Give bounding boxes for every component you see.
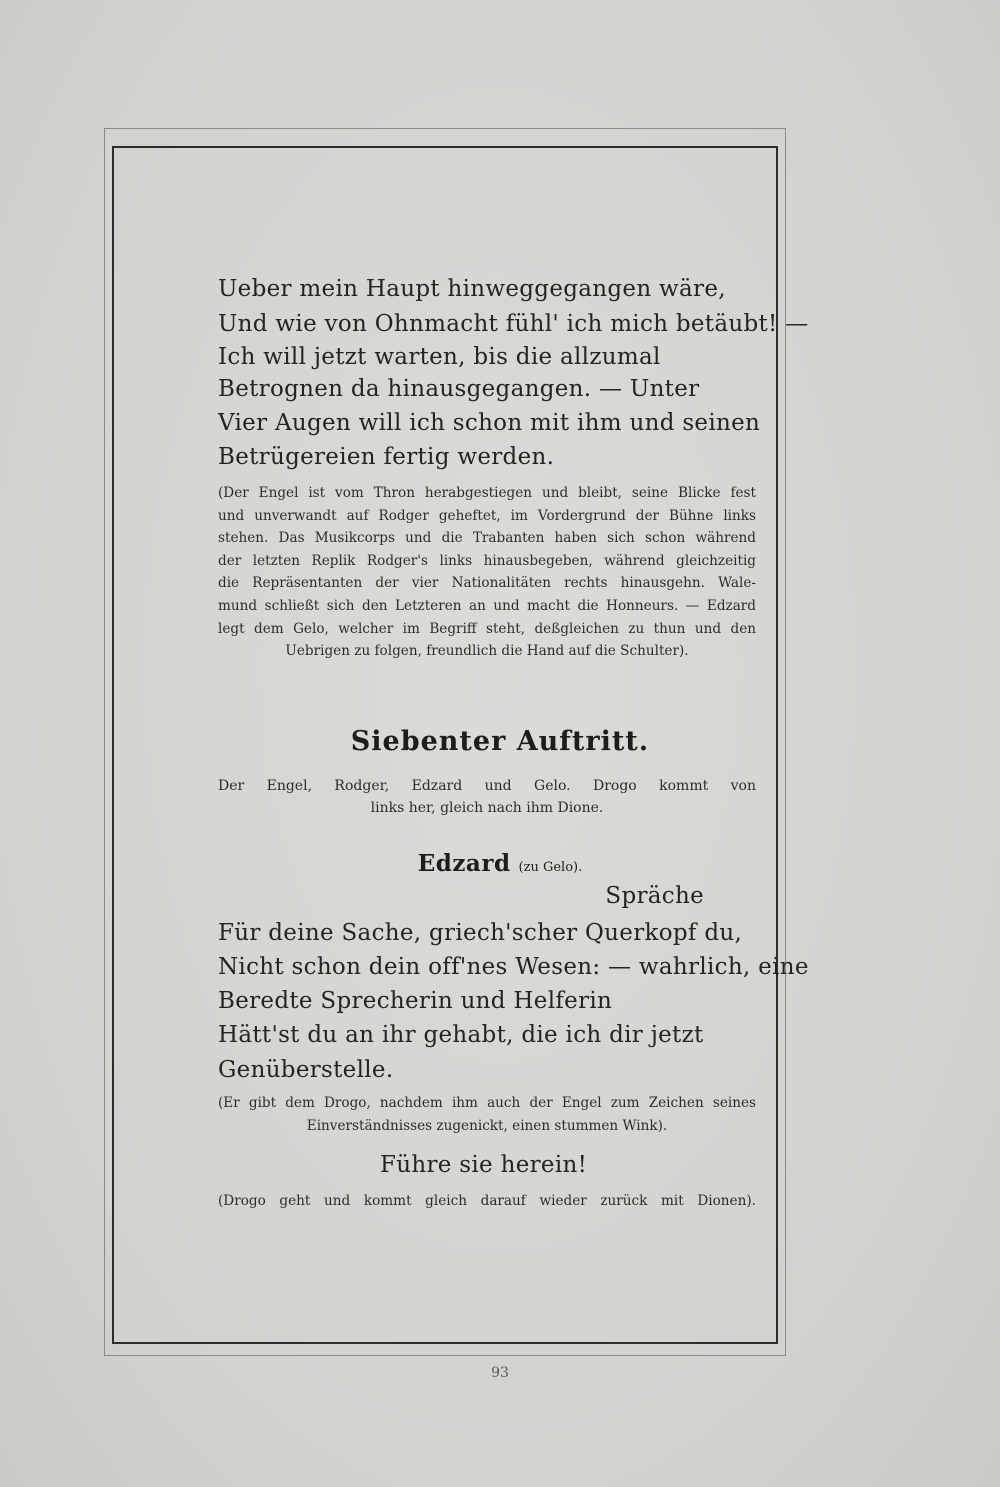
stage-direction-line: Uebrigen zu folgen, freundlich die Hand auf die Schulter).	[285, 643, 689, 660]
personae	[218, 775, 756, 819]
stage-direction	[218, 482, 756, 663]
stage-direction-line: mund schließt sich den Letzteren an und macht die Honneurs. — Edzard	[218, 597, 756, 614]
verse-line: Genüberstelle.	[218, 1057, 394, 1083]
verse-line: Betrügereien fertig werden.	[218, 444, 555, 470]
stage-direction-line: stehen. Das Musikcorps und die Trabanten haben sich schon während	[218, 530, 756, 547]
stage-direction-line: (Der Engel ist vom Thron herabgestiegen und bleibt, seine Blicke fest	[218, 485, 756, 501]
stage-direction	[218, 1092, 756, 1137]
speaker-heading	[0, 850, 1000, 877]
verse-line: Hätt'st du an ihr gehabt, die ich dir jetzt	[218, 1022, 704, 1048]
stage-direction-line: (Drogo geht und kommt gleich darauf wieder zurück mit Dionen).	[218, 1193, 756, 1209]
verse-line: Ueber mein Haupt hinweggegangen wäre,	[218, 276, 726, 302]
personae-line: links her, gleich nach ihm Dione.	[370, 800, 604, 816]
stage-direction-line: der letzten Replik Rodger's links hinausbegeben, während gleichzeitig	[218, 552, 756, 569]
speaker-name: Edzard	[417, 850, 511, 877]
verse-line: Betrognen da hinausgegangen. — Unter	[218, 376, 700, 402]
verse-line: Und wie von Ohnmacht fühl' ich mich betäubt! —	[218, 311, 809, 337]
verse-continuation: Spräche	[605, 883, 704, 909]
stage-direction-line: (Er gibt dem Drogo, nachdem ihm auch der Engel zum Zeichen seines	[218, 1095, 756, 1111]
verse-line: Beredte Sprecherin und Helferin	[218, 988, 613, 1014]
scene-title: Siebenter Auftritt.	[350, 726, 650, 757]
page-number: 93	[491, 1365, 509, 1381]
verse-line: Nicht schon dein off'nes Wesen: — wahrlich, eine	[218, 954, 809, 980]
verse-line: Vier Augen will ich schon mit ihm und seinen	[218, 410, 761, 436]
stage-direction-line: die Repräsentanten der vier Nationalitäten rechts hinausgehn. Wale-	[218, 575, 756, 592]
verse-line: Für deine Sache, griech'scher Querkopf du,	[218, 920, 743, 946]
stage-direction-line: legt dem Gelo, welcher im Begriff steht, deßgleichen zu thun und den	[218, 620, 756, 637]
speaker-direction: (zu Gelo).	[518, 860, 583, 875]
stage-direction-line: und unverwandt auf Rodger geheftet, im Vordergrund der Bühne links	[218, 507, 756, 524]
personae-line: Der Engel, Rodger, Edzard und Gelo. Drogo kommt von	[218, 778, 756, 794]
stage-direction	[218, 1190, 756, 1213]
stage-direction-line: Einverständnisses zugenickt, einen stummen Wink).	[306, 1117, 668, 1134]
verse-command: Führe sie herein!	[380, 1152, 588, 1178]
verse-line: Ich will jetzt warten, bis die allzumal	[218, 344, 661, 370]
